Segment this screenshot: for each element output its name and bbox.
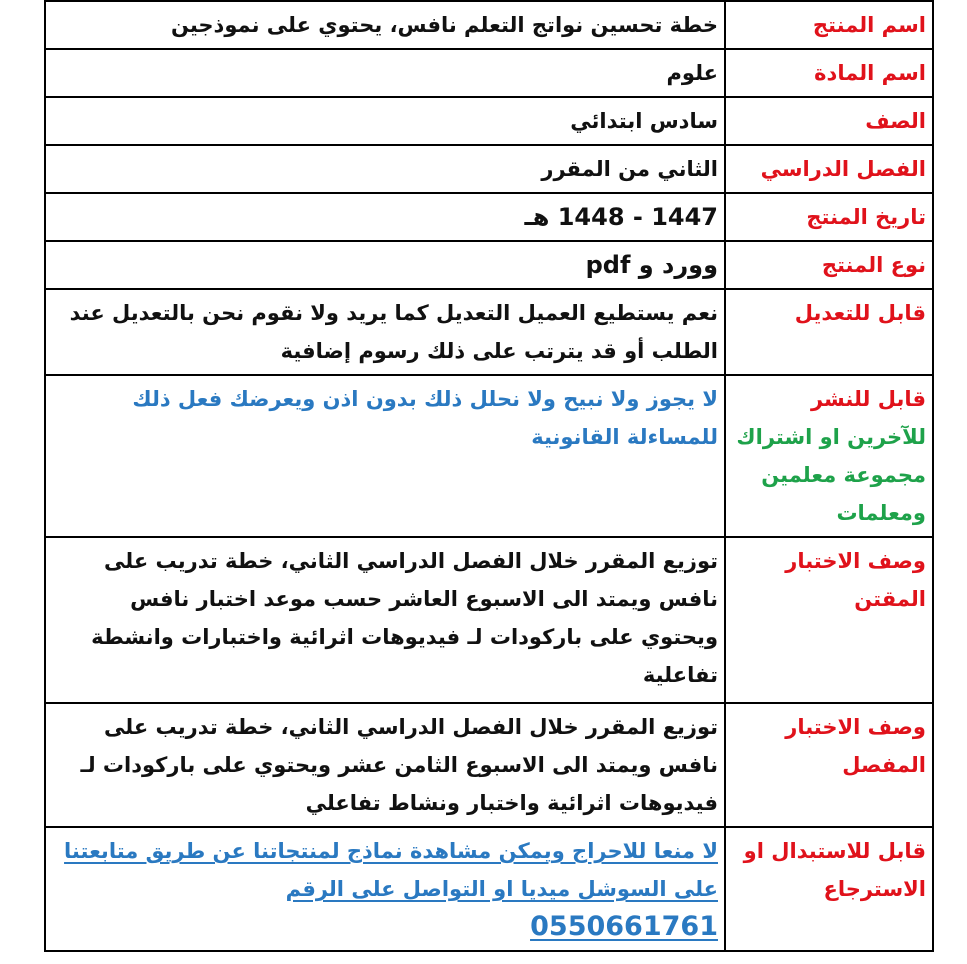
label-standard-test: وصف الاختبار المقتن bbox=[725, 537, 933, 703]
value-date: 1447 - 1448 هـ bbox=[45, 193, 725, 241]
table-row-subject bbox=[45, 49, 933, 97]
refund-text: لا منعا للاحراج ويمكن مشاهدة نماذج لمنتجاتنا عن طريق متابعتنا على السوشل ميديا او التواصل على الرقم bbox=[64, 839, 718, 901]
product-info-table bbox=[44, 0, 934, 952]
value-subject: علوم bbox=[45, 49, 725, 97]
label-type: نوع المنتج bbox=[725, 241, 933, 289]
table-row-refund bbox=[45, 827, 933, 951]
label-semester: الفصل الدراسي bbox=[725, 145, 933, 193]
table-row-standard-test bbox=[45, 537, 933, 703]
value-type: وورد و pdf bbox=[45, 241, 725, 289]
value-product-name: خطة تحسين نواتج التعلم نافس، يحتوي على نموذجين bbox=[45, 1, 725, 49]
value-semester: الثاني من المقرر bbox=[45, 145, 725, 193]
value-standard-test: توزيع المقرر خلال الفصل الدراسي الثاني، خطة تدريب على نافس ويمتد الى الاسبوع العاشر حسب موعد اختبار نافس ويحتوي على باركودات لـ فيديوهات اثرائية واختبارات وانشطة تفاعلية bbox=[45, 537, 725, 703]
contact-phone[interactable]: 0550661761 bbox=[530, 911, 718, 942]
label-product-name: اسم المنتج bbox=[725, 1, 933, 49]
label-date: تاريخ المنتج bbox=[725, 193, 933, 241]
table-row-publishing bbox=[45, 375, 933, 537]
label-publishing-sub: للآخرين او اشتراك مجموعة معلمين ومعلمات bbox=[736, 425, 926, 525]
label-grade: الصف bbox=[725, 97, 933, 145]
value-detailed-test: توزيع المقرر خلال الفصل الدراسي الثاني، خطة تدريب على نافس ويمتد الى الاسبوع الثامن عشر ويحتوي على باركودات لـ فيديوهات اثرائية واختبار ونشاط تفاعلي bbox=[45, 703, 725, 827]
table-row-semester bbox=[45, 145, 933, 193]
label-publishing bbox=[725, 375, 933, 537]
table-row-product-name bbox=[45, 1, 933, 49]
value-refund bbox=[45, 827, 725, 951]
table-row-type bbox=[45, 241, 933, 289]
label-detailed-test: وصف الاختبار المفصل bbox=[725, 703, 933, 827]
product-sheet bbox=[44, 0, 934, 952]
value-publishing: لا يجوز ولا نبيح ولا نحلل ذلك بدون اذن ويعرضك فعل ذلك للمساءلة القانونية bbox=[45, 375, 725, 537]
value-grade: سادس ابتدائي bbox=[45, 97, 725, 145]
label-subject: اسم المادة bbox=[725, 49, 933, 97]
table-row-editable bbox=[45, 289, 933, 375]
value-editable: نعم يستطيع العميل التعديل كما يريد ولا نقوم نحن بالتعديل عند الطلب أو قد يترتب على ذلك رسوم إضافية bbox=[45, 289, 725, 375]
label-publishing-main: قابل للنشر bbox=[810, 387, 926, 411]
label-refund: قابل للاستبدال او الاسترجاع bbox=[725, 827, 933, 951]
table-row-detailed-test bbox=[45, 703, 933, 827]
table-row-grade bbox=[45, 97, 933, 145]
label-editable: قابل للتعديل bbox=[725, 289, 933, 375]
table-row-date bbox=[45, 193, 933, 241]
